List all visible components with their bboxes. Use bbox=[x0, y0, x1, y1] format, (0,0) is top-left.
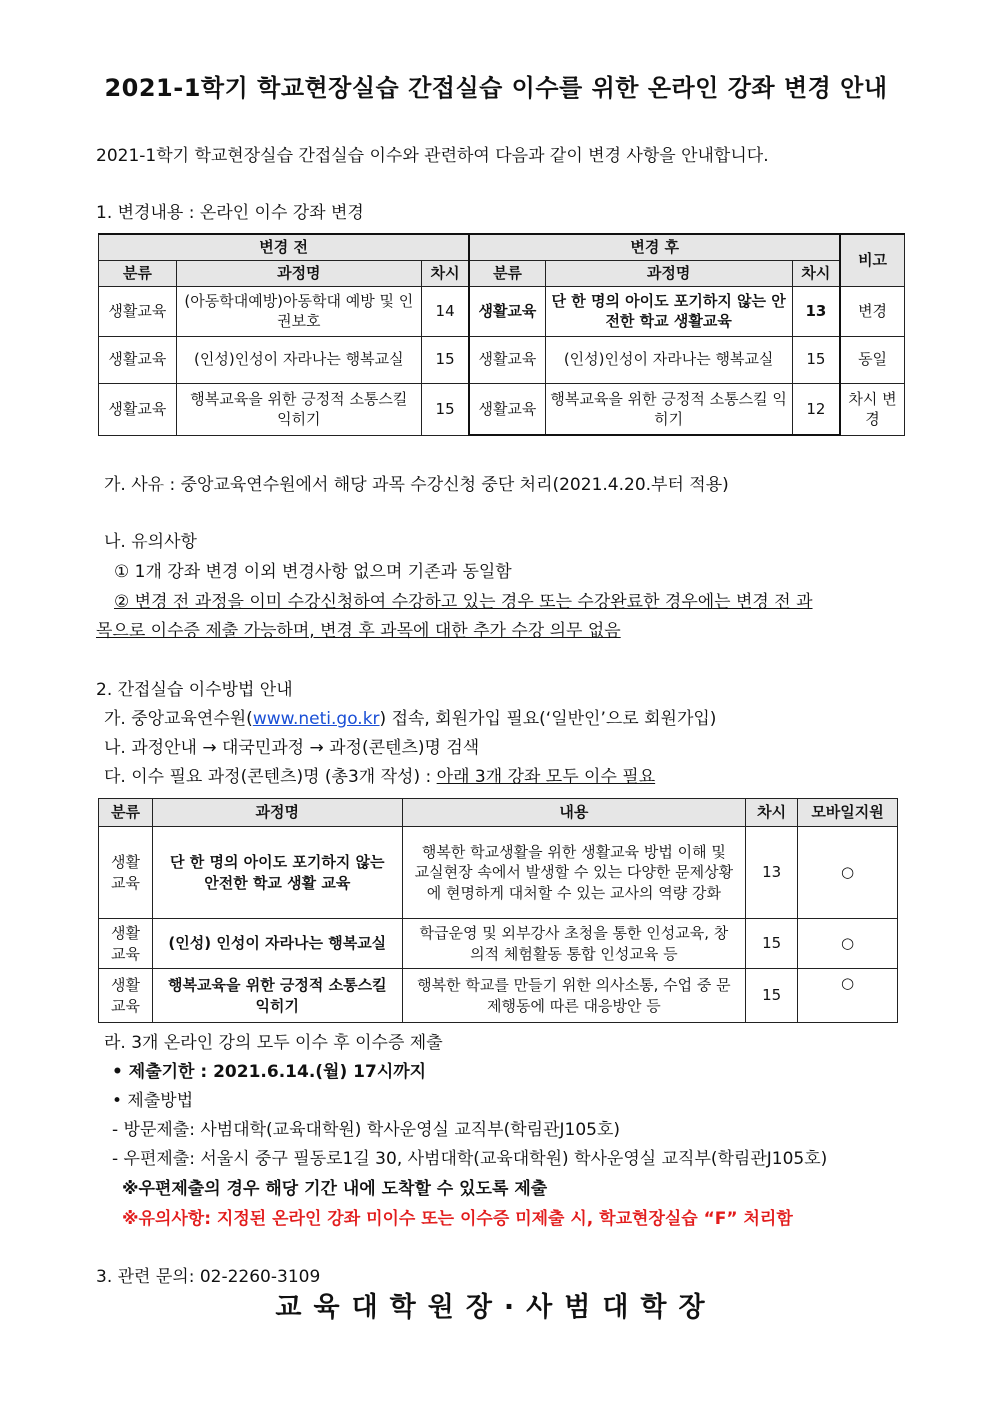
before-category-header: 분류 bbox=[99, 260, 177, 286]
category-cell: 생활 교육 bbox=[99, 827, 153, 919]
note-item-1: ① 1개 강좌 변경 이외 변경사항 없으며 기존과 동일함 bbox=[114, 562, 512, 582]
after-category-header: 분류 bbox=[469, 260, 545, 286]
after-sessions-header: 차시 bbox=[792, 260, 840, 286]
after-course: (인성)인성이 자라나는 행복교실 bbox=[545, 336, 792, 383]
after-category: 생활교육 bbox=[469, 336, 545, 383]
after-sessions: 13 bbox=[792, 286, 840, 336]
table-row bbox=[99, 827, 898, 919]
document-title: 2021-1학기 학교현장실습 간접실습 이수를 위한 온라인 강좌 변경 안내 bbox=[104, 74, 888, 102]
note-item-2-line1: ② 변경 전 과정을 이미 수강신청하여 수강하고 있는 경우 또는 수강완료한 경우에는 변경 전 과 bbox=[114, 592, 813, 612]
course-cell: 단 한 명의 아이도 포기하지 않는 안전한 학교 생활 교육 bbox=[152, 827, 402, 919]
category-cell: 생활 교육 bbox=[99, 969, 153, 1023]
content-cell: 행복한 학교생활을 위한 생활교육 방법 이해 및 교실현장 속에서 발생할 수 있는 다양한 문제상황에 현명하게 대처할 수 있는 교사의 역량 강화 bbox=[402, 827, 746, 919]
section2-heading: 2. 간접실습 이수방법 안내 bbox=[96, 680, 293, 700]
table-row bbox=[99, 919, 898, 969]
signature-footer: 교육대학원장·사범대학장 bbox=[275, 1292, 717, 1323]
after-course-header: 과정명 bbox=[545, 260, 792, 286]
warning-note: ※유의사항: 지정된 온라인 강좌 미이수 또는 이수증 미제출 시, 학교현장실습 “F” 처리함 bbox=[122, 1209, 793, 1229]
before-course: 행복교육을 위한 긍정적 소통스킬 익히기 bbox=[176, 383, 421, 435]
note-cell: 동일 bbox=[840, 336, 904, 383]
mobile-cell: ○ bbox=[798, 827, 898, 919]
step-c-underlined: 아래 3개 강좌 모두 이수 필요 bbox=[436, 767, 656, 787]
reason-text: 가. 사유 : 중앙교육연수원에서 해당 과목 수강신청 중단 처리(2021.4.20.부터 적용) bbox=[104, 475, 729, 495]
note-cell: 차시 변경 bbox=[840, 383, 904, 435]
step-a bbox=[104, 704, 716, 729]
before-course: (인성)인성이 자라나는 행복교실 bbox=[176, 336, 421, 383]
content-header: 내용 bbox=[402, 799, 746, 827]
step-a-prefix: 가. 중앙교육연수원( bbox=[104, 709, 253, 729]
step-b: 나. 과정안내 → 대국민과정 → 과정(콘텐츠)명 검색 bbox=[104, 738, 480, 758]
before-header: 변경 전 bbox=[99, 234, 470, 260]
intro-text: 2021-1학기 학교현장실습 간접실습 이수와 관련하여 다음과 같이 변경 사항을 안내합니다. bbox=[96, 146, 769, 166]
table-row bbox=[99, 969, 898, 1023]
before-category: 생활교육 bbox=[99, 383, 177, 435]
notes-heading: 나. 유의사항 bbox=[104, 532, 197, 552]
sessions-cell: 15 bbox=[746, 969, 798, 1023]
after-sessions: 15 bbox=[792, 336, 840, 383]
step-c bbox=[104, 762, 655, 787]
contact-line: 3. 관련 문의: 02-2260-3109 bbox=[96, 1267, 321, 1287]
mobile-header: 모바일지원 bbox=[798, 799, 898, 827]
sessions-cell: 15 bbox=[746, 919, 798, 969]
before-category: 생활교육 bbox=[99, 286, 177, 336]
course-cell: (인성) 인성이 자라나는 행복교실 bbox=[152, 919, 402, 969]
after-category: 생활교육 bbox=[469, 286, 545, 336]
after-header: 변경 후 bbox=[469, 234, 840, 260]
note-header: 비고 bbox=[840, 234, 904, 286]
before-sessions: 14 bbox=[421, 286, 469, 336]
category-header: 분류 bbox=[99, 799, 153, 827]
before-sessions-header: 차시 bbox=[421, 260, 469, 286]
neti-link[interactable]: www.neti.go.kr bbox=[252, 709, 380, 729]
before-course-header: 과정명 bbox=[176, 260, 421, 286]
visit-submit: - 방문제출: 사범대학(교육대학원) 학사운영실 교직부(학림관J105호) bbox=[112, 1120, 621, 1140]
table-row bbox=[99, 286, 905, 336]
mobile-cell: ○ bbox=[798, 969, 898, 1023]
step-a-suffix: ) 접속, 회원가입 필요(‘일반인’으로 회원가입) bbox=[379, 709, 717, 729]
sessions-header: 차시 bbox=[746, 799, 798, 827]
content-cell: 학급운영 및 외부강사 초청을 통한 인성교육, 창의적 체험활동 통합 인성교육 등 bbox=[402, 919, 746, 969]
content-cell: 행복한 학교를 만들기 위한 의사소통, 수업 중 문제행동에 따른 대응방안 등 bbox=[402, 969, 746, 1023]
before-category: 생활교육 bbox=[99, 336, 177, 383]
before-course: (아동학대예방)아동학대 예방 및 인권보호 bbox=[176, 286, 421, 336]
section1-heading: 1. 변경내용 : 온라인 이수 강좌 변경 bbox=[96, 203, 364, 223]
table-row bbox=[99, 383, 905, 435]
before-sessions: 15 bbox=[421, 383, 469, 435]
table-row bbox=[99, 336, 905, 383]
step-d: 라. 3개 온라인 강의 모두 이수 후 이수증 제출 bbox=[104, 1033, 443, 1053]
method-heading: • 제출방법 bbox=[112, 1091, 194, 1111]
after-course: 행복교육을 위한 긍정적 소통스킬 익히기 bbox=[545, 383, 792, 435]
course-header: 과정명 bbox=[152, 799, 402, 827]
category-cell: 생활 교육 bbox=[99, 919, 153, 969]
note-cell: 변경 bbox=[840, 286, 904, 336]
after-sessions: 12 bbox=[792, 383, 840, 435]
note-item-2-line2: 목으로 이수증 제출 가능하며, 변경 후 과목에 대한 추가 수강 의무 없음 bbox=[96, 621, 621, 641]
course-cell: 행복교육을 위한 긍정적 소통스킬 익히기 bbox=[152, 969, 402, 1023]
after-category: 생활교육 bbox=[469, 383, 545, 435]
course-table bbox=[98, 798, 898, 1023]
mobile-cell: ○ bbox=[798, 919, 898, 969]
step-c-prefix: 다. 이수 필요 과정(콘텐츠)명 (총3개 작성) : bbox=[104, 767, 437, 787]
before-sessions: 15 bbox=[421, 336, 469, 383]
after-course: 단 한 명의 아이도 포기하지 않는 안전한 학교 생활교육 bbox=[545, 286, 792, 336]
mail-note: ※우편제출의 경우 해당 기간 내에 도착할 수 있도록 제출 bbox=[122, 1179, 548, 1199]
mail-submit: - 우편제출: 서울시 중구 필동로1길 30, 사범대학(교육대학원) 학사운영실 교직부(학림관J105호) bbox=[112, 1149, 828, 1169]
change-table bbox=[98, 233, 905, 436]
deadline: • 제출기한 : 2021.6.14.(월) 17시까지 bbox=[112, 1062, 427, 1082]
sessions-cell: 13 bbox=[746, 827, 798, 919]
